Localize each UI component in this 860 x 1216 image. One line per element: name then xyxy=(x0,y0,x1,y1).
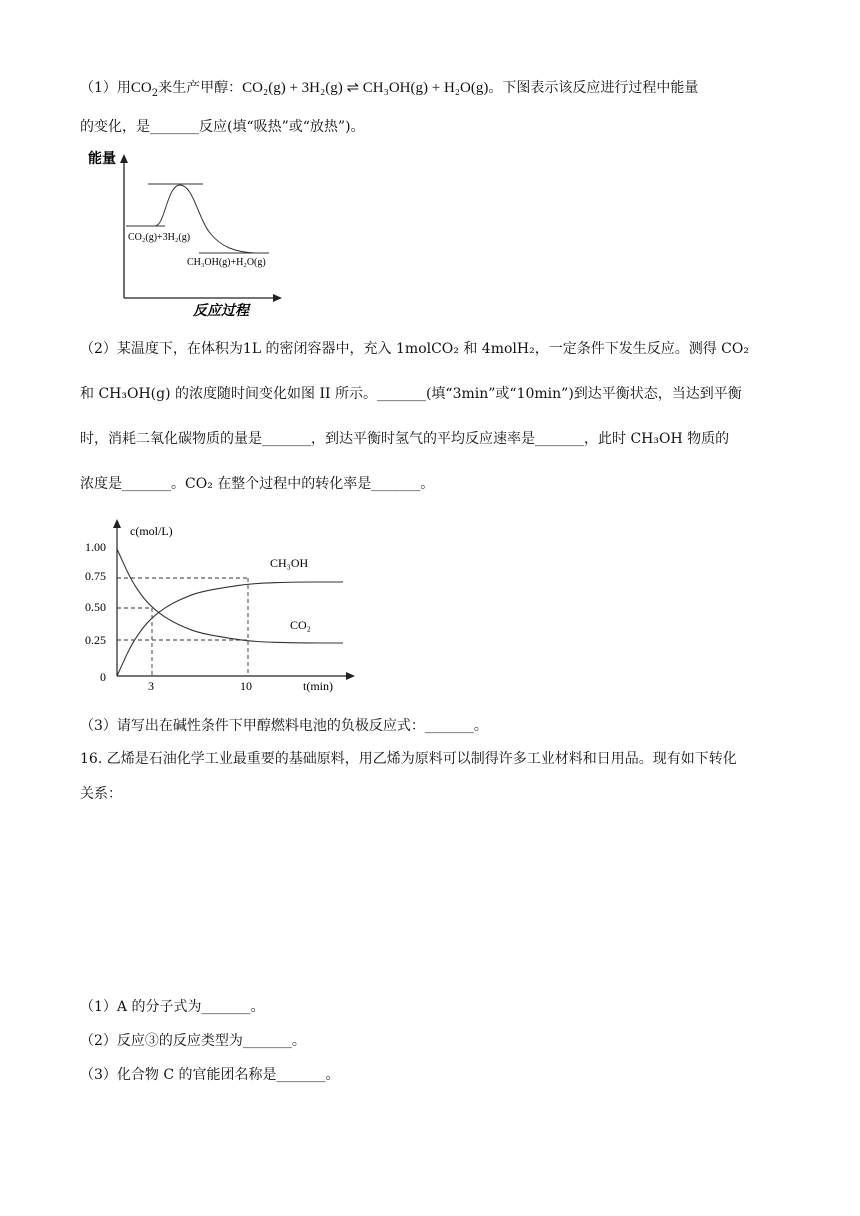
y-tick-050: 0.50 xyxy=(85,600,106,614)
energy-x-arrow xyxy=(273,294,282,302)
q16-sub-3: （3）化合物 C 的官能团名称是_______。 xyxy=(80,1067,340,1083)
chart-x-label: t(min) xyxy=(303,679,333,693)
q1-text-a: （1）用 xyxy=(80,80,131,96)
reactants-label: CO₂(g)+3H₂(g) xyxy=(128,232,191,243)
x-tick-10: 10 xyxy=(240,679,252,693)
q2-line4: 浓度是_______。CO₂ 在整个过程中的转化率是_______。 xyxy=(80,476,435,492)
q1-co2-sub: 2 xyxy=(151,87,159,99)
y-tick-0: 0 xyxy=(100,670,106,684)
q1-line2: 的变化，是_______反应(填“吸热”或“放热”)。 xyxy=(80,119,365,135)
q1-line1 xyxy=(80,77,780,105)
series-label-ch3oh: CH₃OH xyxy=(270,556,309,570)
q1-text-c: 。下图表示该反应进行过程中能量 xyxy=(488,80,699,96)
q16-line1: 16. 乙烯是石油化学工业最重要的基础原料，用乙烯为原料可以制得许多工业材料和日用品。现有如下转化 xyxy=(80,751,737,767)
energy-axis-label: 能量 xyxy=(88,152,116,167)
energy-x-label: 反应过程 xyxy=(193,304,249,318)
x-tick-3: 3 xyxy=(148,679,154,693)
q2-line3: 时，消耗二氧化碳物质的量是_______，到达平衡时氢气的平均反应速率是_______，此时 CH₃OH 物质的 xyxy=(80,431,730,447)
energy-y-arrow xyxy=(120,154,128,163)
q16-line2: 关系： xyxy=(80,786,122,802)
q2-line2: 和 CH₃OH(g) 的浓度随时间变化如图 II 所示。_______(填“3min”或“10min”)到达平衡状态，当达到平衡 xyxy=(80,386,742,402)
chart-y-label: c(mol/L) xyxy=(130,524,173,538)
q16-sub-2: （2）反应③的反应类型为_______。 xyxy=(80,1033,306,1049)
q1-text-b: 来生产甲醇： xyxy=(158,80,243,96)
products-label: CH₃OH(g)+H₂O(g) xyxy=(187,257,266,268)
q2-line1: （2）某温度下，在体积为1L 的密闭容器中，充入 1molCO₂ 和 4molH₂，一定条件下发生反应。测得 CO₂ xyxy=(80,341,749,357)
y-tick-1: 1.00 xyxy=(85,540,106,554)
y-tick-025: 0.25 xyxy=(85,633,106,647)
chart-x-arrow xyxy=(346,672,355,680)
q16-sub-1: （1）A 的分子式为_______。 xyxy=(80,999,265,1015)
q3-line: （3）请写出在碱性条件下甲醇燃料电池的负极反应式：_______。 xyxy=(80,718,488,734)
chart-y-arrow xyxy=(113,519,121,528)
q1-co2: CO xyxy=(130,80,152,96)
concentration-chart xyxy=(80,515,370,695)
energy-diagram xyxy=(85,148,285,318)
q1-equation: CO₂(g) + 3H₂(g) ⇌ CH₃OH(g) + H₂O(g) xyxy=(242,80,489,96)
series-label-co2: CO₂ xyxy=(290,618,311,632)
y-tick-075: 0.75 xyxy=(85,569,106,583)
